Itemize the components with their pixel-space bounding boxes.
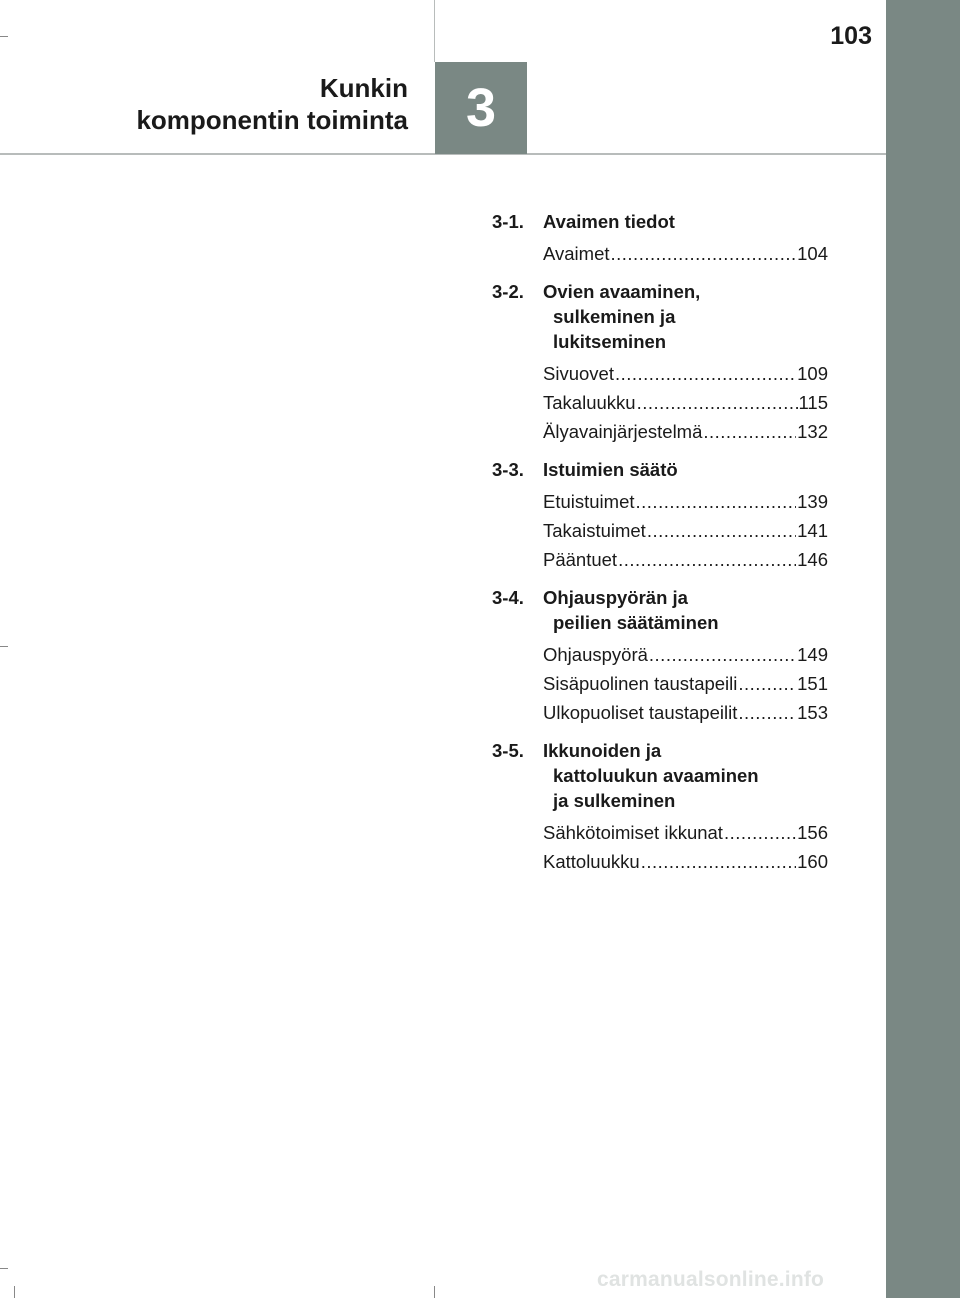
toc-entry[interactable]	[543, 518, 828, 543]
toc-section	[492, 457, 828, 482]
dot-leader	[647, 518, 796, 543]
toc-entry-label: Ohjauspyörä	[543, 644, 648, 665]
toc-entry-page: 141	[797, 520, 828, 541]
dot-leader	[637, 390, 798, 415]
toc-entry-label: Sivuovet	[543, 363, 614, 384]
toc-section-title-line: lukitseminen	[553, 331, 667, 352]
toc-entry-page: 160	[797, 851, 828, 872]
toc-section-number: 3-1.	[492, 211, 524, 232]
page-number: 103	[830, 22, 872, 50]
crop-mark	[434, 1286, 435, 1298]
toc-entry-label: Älyavainjärjestelmä	[543, 421, 703, 442]
toc-entry[interactable]	[543, 419, 828, 444]
toc-entry[interactable]	[543, 671, 828, 696]
watermark: carmanualsonline.info	[597, 1268, 825, 1291]
toc-section	[492, 738, 828, 813]
header-vertical-rule	[434, 0, 435, 62]
toc-entry[interactable]	[543, 700, 828, 725]
dot-leader	[636, 489, 797, 514]
toc-section	[492, 279, 828, 354]
dot-leader	[649, 642, 796, 667]
toc-entry-page: 109	[797, 363, 828, 384]
toc-section-title-line: kattoluukun avaaminen	[553, 765, 759, 786]
dot-leader	[724, 820, 796, 845]
toc-entry[interactable]	[543, 849, 828, 874]
toc-section-title	[543, 457, 828, 482]
dot-leader	[618, 547, 796, 572]
toc-entry-page: 151	[797, 673, 828, 694]
toc-section-title-line: sulkeminen ja	[553, 306, 676, 327]
chapter-sidebar-tab	[886, 0, 960, 1298]
toc-section-title-line: ja sulkeminen	[553, 790, 676, 811]
toc-entry-page: 153	[797, 702, 828, 723]
toc-entry-label: Ulkopuoliset taustapeilit	[543, 702, 738, 723]
toc-section-number: 3-3.	[492, 459, 524, 480]
toc-entry-label: Avaimet	[543, 243, 610, 264]
toc-section-number: 3-2.	[492, 281, 524, 302]
toc-entry-page: 149	[797, 644, 828, 665]
toc-section-title-line: Ohjauspyörän ja	[543, 587, 688, 608]
toc-entry[interactable]	[543, 390, 828, 415]
chapter-title	[136, 72, 408, 136]
toc-entry-label: Kattoluukku	[543, 851, 640, 872]
toc-section-title-line: Ovien avaaminen,	[543, 281, 701, 302]
toc-entry[interactable]	[543, 361, 828, 386]
table-of-contents	[492, 209, 828, 874]
toc-entry[interactable]	[543, 547, 828, 572]
toc-entry-page: 115	[798, 392, 828, 413]
toc-section-title	[543, 279, 828, 354]
toc-section-title	[543, 209, 828, 234]
toc-entry-page: 132	[797, 421, 828, 442]
toc-entry[interactable]	[543, 820, 828, 845]
toc-section-number: 3-5.	[492, 740, 524, 761]
toc-entry[interactable]	[543, 489, 828, 514]
toc-section-number: 3-4.	[492, 587, 524, 608]
dot-leader	[703, 419, 796, 444]
dot-leader	[611, 241, 797, 266]
toc-entry-page: 104	[797, 243, 828, 264]
toc-entry-page: 146	[797, 549, 828, 570]
crop-mark	[14, 1286, 15, 1298]
toc-section-title	[543, 738, 828, 813]
toc-entry-page: 156	[797, 822, 828, 843]
toc-section-title-line: Istuimien säätö	[543, 459, 678, 480]
crop-mark	[0, 1268, 8, 1269]
toc-section-title-line: Ikkunoiden ja	[543, 740, 662, 761]
dot-leader	[738, 671, 796, 696]
toc-section	[492, 585, 828, 635]
toc-entry-label: Etuistuimet	[543, 491, 635, 512]
toc-entry-label: Takaluukku	[543, 392, 636, 413]
toc-entry[interactable]	[543, 642, 828, 667]
toc-entry-label: Sisäpuolinen taustapeili	[543, 673, 738, 694]
chapter-number-badge: 3	[435, 62, 527, 154]
chapter-title-line2: komponentin toiminta	[136, 105, 408, 135]
toc-section	[492, 209, 828, 234]
toc-entry-label: Sähkötoimiset ikkunat	[543, 822, 723, 843]
toc-entry-label: Takaistuimet	[543, 520, 646, 541]
dot-leader	[615, 361, 796, 386]
toc-entry-label: Pääntuet	[543, 549, 618, 570]
chapter-title-line1: Kunkin	[319, 73, 408, 103]
toc-section-title	[543, 585, 828, 635]
toc-section-title-line: Avaimen tiedot	[543, 211, 675, 232]
crop-mark	[0, 36, 8, 37]
toc-entry[interactable]	[543, 241, 828, 266]
dot-leader	[641, 849, 796, 874]
crop-mark	[0, 646, 8, 647]
toc-section-title-line: peilien säätäminen	[553, 612, 719, 633]
dot-leader	[738, 700, 796, 725]
toc-entry-page: 139	[797, 491, 828, 512]
